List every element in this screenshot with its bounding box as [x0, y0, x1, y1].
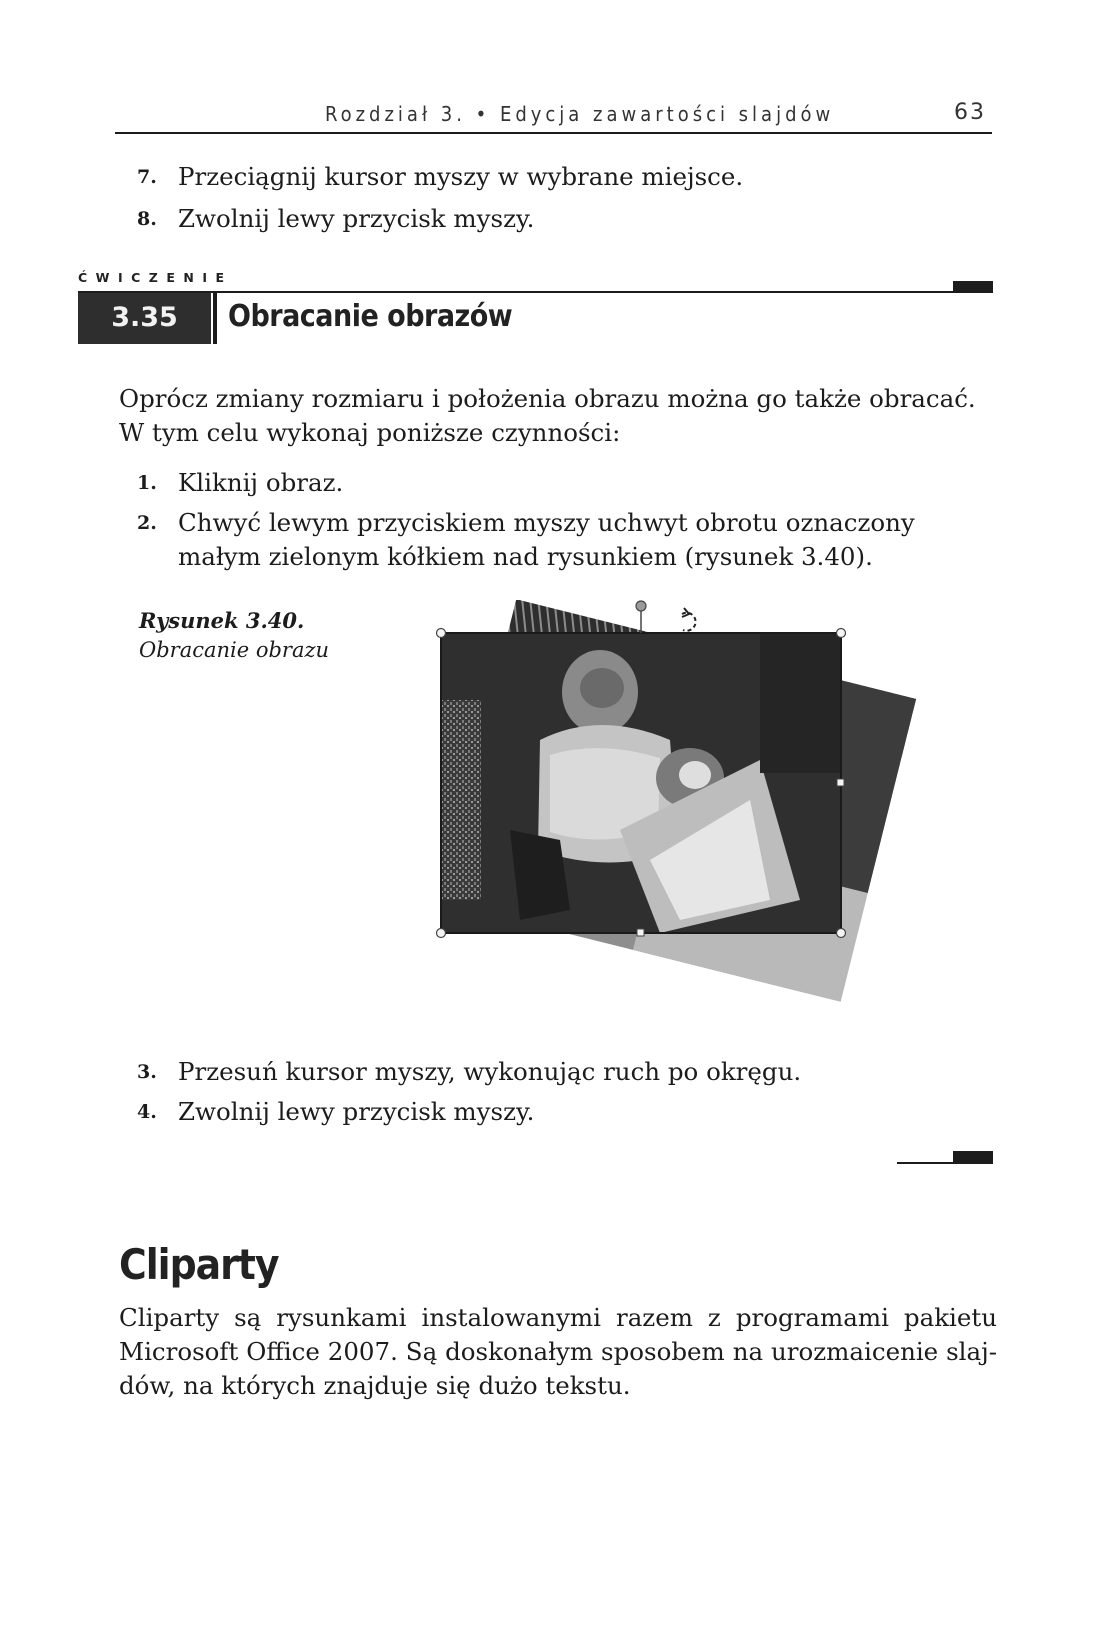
step-number: 1.: [137, 472, 157, 494]
list-item: [137, 202, 1007, 236]
step-text: Przeciągnij kursor myszy w wybrane miejsce.: [178, 162, 744, 191]
step-text: Zwolnij lewy przycisk myszy.: [178, 1097, 535, 1126]
section-paragraph: [119, 1301, 997, 1403]
resize-handle-bottom[interactable]: [637, 929, 644, 936]
list-item: [137, 1055, 1007, 1089]
figure-label: Rysunek 3.40.: [139, 608, 305, 633]
list-item: [137, 466, 982, 500]
exercise-rule-tab: [953, 281, 993, 293]
step-number: 7.: [137, 166, 157, 188]
step-text: Zwolnij lewy przycisk myszy.: [178, 204, 535, 233]
exercise-end-tab: [953, 1151, 993, 1164]
resize-handle-top-right[interactable]: [837, 629, 846, 638]
paragraph-line: Cliparty są rysunkami instalowanymi razem z programami pakietu: [119, 1303, 997, 1332]
list-item: [137, 160, 1007, 194]
exercise-title: Obracanie obrazów: [228, 299, 513, 334]
figure-caption: Obracanie obrazu: [139, 638, 330, 662]
resize-handle-right[interactable]: [837, 779, 844, 786]
running-title: Rozdział 3. • Edycja zawartości slajdów: [325, 102, 835, 126]
exercise-label: ĆWICZENIE: [78, 270, 233, 285]
paragraph-line: dów, na których znajduje się dużo tekstu.: [119, 1371, 631, 1400]
rotation-figure: [420, 600, 940, 1020]
rotation-handle[interactable]: [636, 601, 646, 611]
step-number: 3.: [137, 1061, 157, 1083]
selected-image[interactable]: [441, 633, 841, 933]
resize-handle-bottom-left[interactable]: [437, 929, 446, 938]
steps-after-list: [137, 1055, 1007, 1129]
step-number: 8.: [137, 208, 157, 230]
section-heading: Cliparty: [119, 1240, 279, 1289]
page-number: 63: [954, 100, 986, 125]
step-number: 4.: [137, 1101, 157, 1123]
resize-handle-bottom-right[interactable]: [837, 929, 846, 938]
step-number: 2.: [137, 512, 157, 534]
exercise-intro: Oprócz zmiany rozmiaru i położenia obrazu można go także obracać. W tym celu wykonaj poniższe czynności:: [119, 384, 976, 447]
paragraph-line: Microsoft Office 2007. Są doskonałym sposobem na urozmaicenie slaj-: [119, 1337, 997, 1366]
steps-before-list: [137, 466, 982, 574]
top-steps-list: [137, 160, 1007, 236]
step-text: Chwyć lewym przyciskiem myszy uchwyt obrotu oznaczony małym zielonym kółkiem nad rysunkiem (rysunek 3.40).: [178, 508, 915, 571]
exercise-divider: [213, 293, 217, 344]
running-header: [115, 98, 992, 134]
step-text: Przesuń kursor myszy, wykonując ruch po okręgu.: [178, 1057, 802, 1086]
resize-handle-top-left[interactable]: [437, 629, 446, 638]
step-text: Kliknij obraz.: [178, 468, 344, 497]
exercise-number: 3.35: [111, 302, 178, 333]
list-item: [137, 1095, 1007, 1129]
rotate-cursor-icon: [682, 608, 696, 631]
list-item: [137, 506, 982, 574]
